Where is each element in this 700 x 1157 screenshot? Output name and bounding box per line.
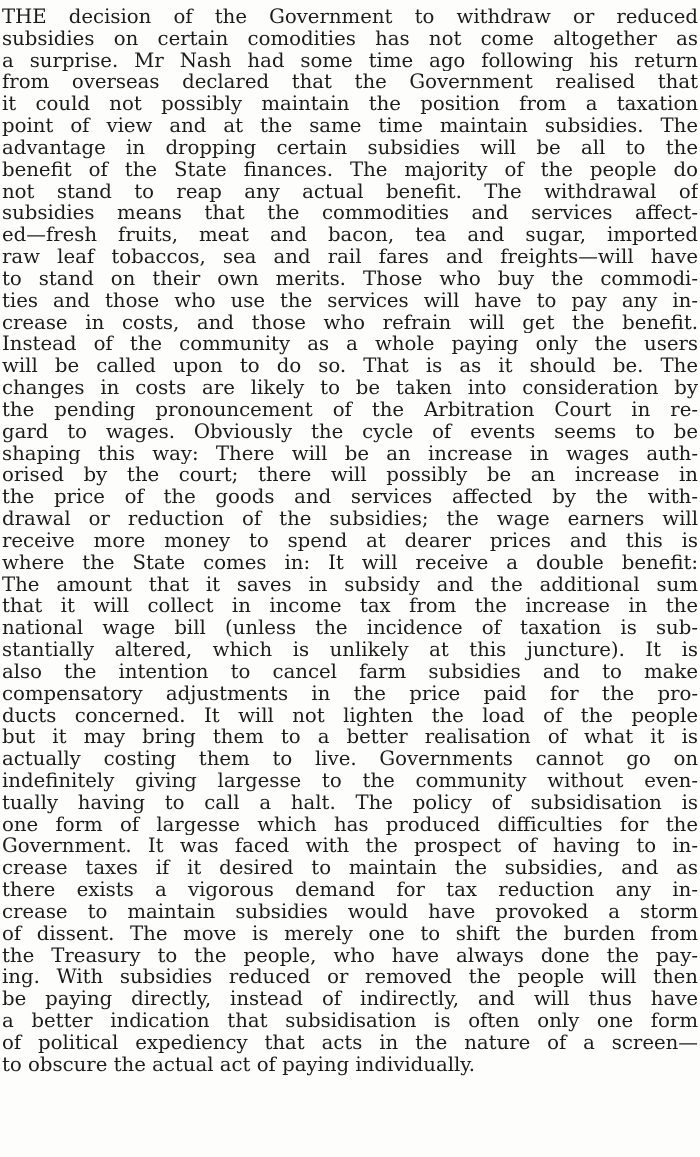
article-line: not stand to reap any actual benefit. The withdrawal of <box>2 180 698 203</box>
article-line: The amount that it saves in subsidy and the additional sum <box>2 573 698 596</box>
article-line: crease in costs, and those who refrain will get the benefit. <box>2 311 698 334</box>
editorial-article <box>2 6 700 1076</box>
article-line: advantage in dropping certain subsidies will be all to the <box>2 136 698 159</box>
article-line: Government. It was faced with the prospect of having to in- <box>2 835 698 858</box>
article-line: to obscure the actual act of paying individually. <box>2 1053 476 1076</box>
article-line: orised by the court; there will possibly be an increase in <box>2 464 698 487</box>
article-line: of dissent. The move is merely one to shift the burden from <box>2 922 698 945</box>
article-line: ed—fresh fruits, meat and bacon, tea and sugar, imported <box>2 224 698 247</box>
article-line: from overseas declared that the Government realised that <box>2 71 698 94</box>
article-line: actually costing them to live. Governments cannot go on <box>2 748 698 770</box>
article-line: the Treasury to the people, who have always done the pay- <box>2 944 698 967</box>
article-line: where the State comes in: It will receive a double benefit: <box>2 551 698 574</box>
article-line: benefit of the State finances. The majority of the people do <box>2 158 698 181</box>
article-line: ducts concerned. It will not lighten the load of the people <box>2 704 698 727</box>
article-line: THE decision of the Government to withdraw or reduced <box>2 6 698 28</box>
article-line: that it will collect in income tax from the increase in the <box>2 595 698 618</box>
article-line: but it may bring them to a better realisation of what it is <box>2 726 698 749</box>
article-line: subsidies on certain comodities has not come altogether as <box>2 27 698 50</box>
article-line: Instead of the community as a whole paying only the users <box>2 333 698 356</box>
article-line: the pending pronouncement of the Arbitration Court in re- <box>2 398 698 421</box>
article-line: will be called upon to do so. That is as it should be. The <box>2 355 698 378</box>
article-line: indefinitely giving largesse to the community without even- <box>2 769 698 792</box>
article-line: to stand on their own merits. Those who buy the commodi- <box>2 267 698 290</box>
article-line: tually having to call a halt. The policy of subsidisation is <box>2 791 698 814</box>
article-line: crease taxes if it desired to maintain the subsidies, and as <box>2 857 698 880</box>
article-line: stantially altered, which is unlikely at this juncture). It is <box>2 639 698 661</box>
article-line: also the intention to cancel farm subsidies and to make <box>2 660 698 683</box>
article-line: crease to maintain subsidies would have provoked a storm <box>2 900 698 923</box>
article-line: be paying directly, instead of indirectly, and will thus have <box>2 988 698 1011</box>
article-line: the price of the goods and services affected by the with- <box>2 486 698 509</box>
article-line: ties and those who use the services will have to pay any in- <box>2 289 698 312</box>
article-line: a better indication that subsidisation is often only one form <box>2 1010 698 1032</box>
article-line: receive more money to spend at dearer prices and this is <box>2 529 698 552</box>
article-line: gard to wages. Obviously the cycle of events seems to be <box>2 420 698 443</box>
article-line: national wage bill (unless the incidence of taxation is sub- <box>2 617 698 640</box>
article-line: compensatory adjustments in the price paid for the pro- <box>2 682 698 705</box>
article-line: a surprise. Mr Nash had some time ago following his return <box>2 49 698 72</box>
article-line: of political expediency that acts in the nature of a screen— <box>2 1031 698 1054</box>
article-line: changes in costs are likely to be taken into consideration by <box>2 377 698 399</box>
article-line: there exists a vigorous demand for tax reduction any in- <box>2 879 698 901</box>
article-line: one form of largesse which has produced difficulties for the <box>2 813 698 836</box>
article-line: shaping this way: There will be an increase in wages auth- <box>2 442 698 465</box>
article-line: ing. With subsidies reduced or removed the people will then <box>2 966 698 989</box>
article-line: raw leaf tobaccos, sea and rail fares and freights—will have <box>2 246 698 268</box>
article-line: it could not possibly maintain the position from a taxation <box>2 93 698 116</box>
article-line: subsidies means that the commodities and services affect- <box>2 202 698 225</box>
article-line: point of view and at the same time maintain subsidies. The <box>2 115 698 137</box>
article-line: drawal or reduction of the subsidies; the wage earners will <box>2 508 698 530</box>
